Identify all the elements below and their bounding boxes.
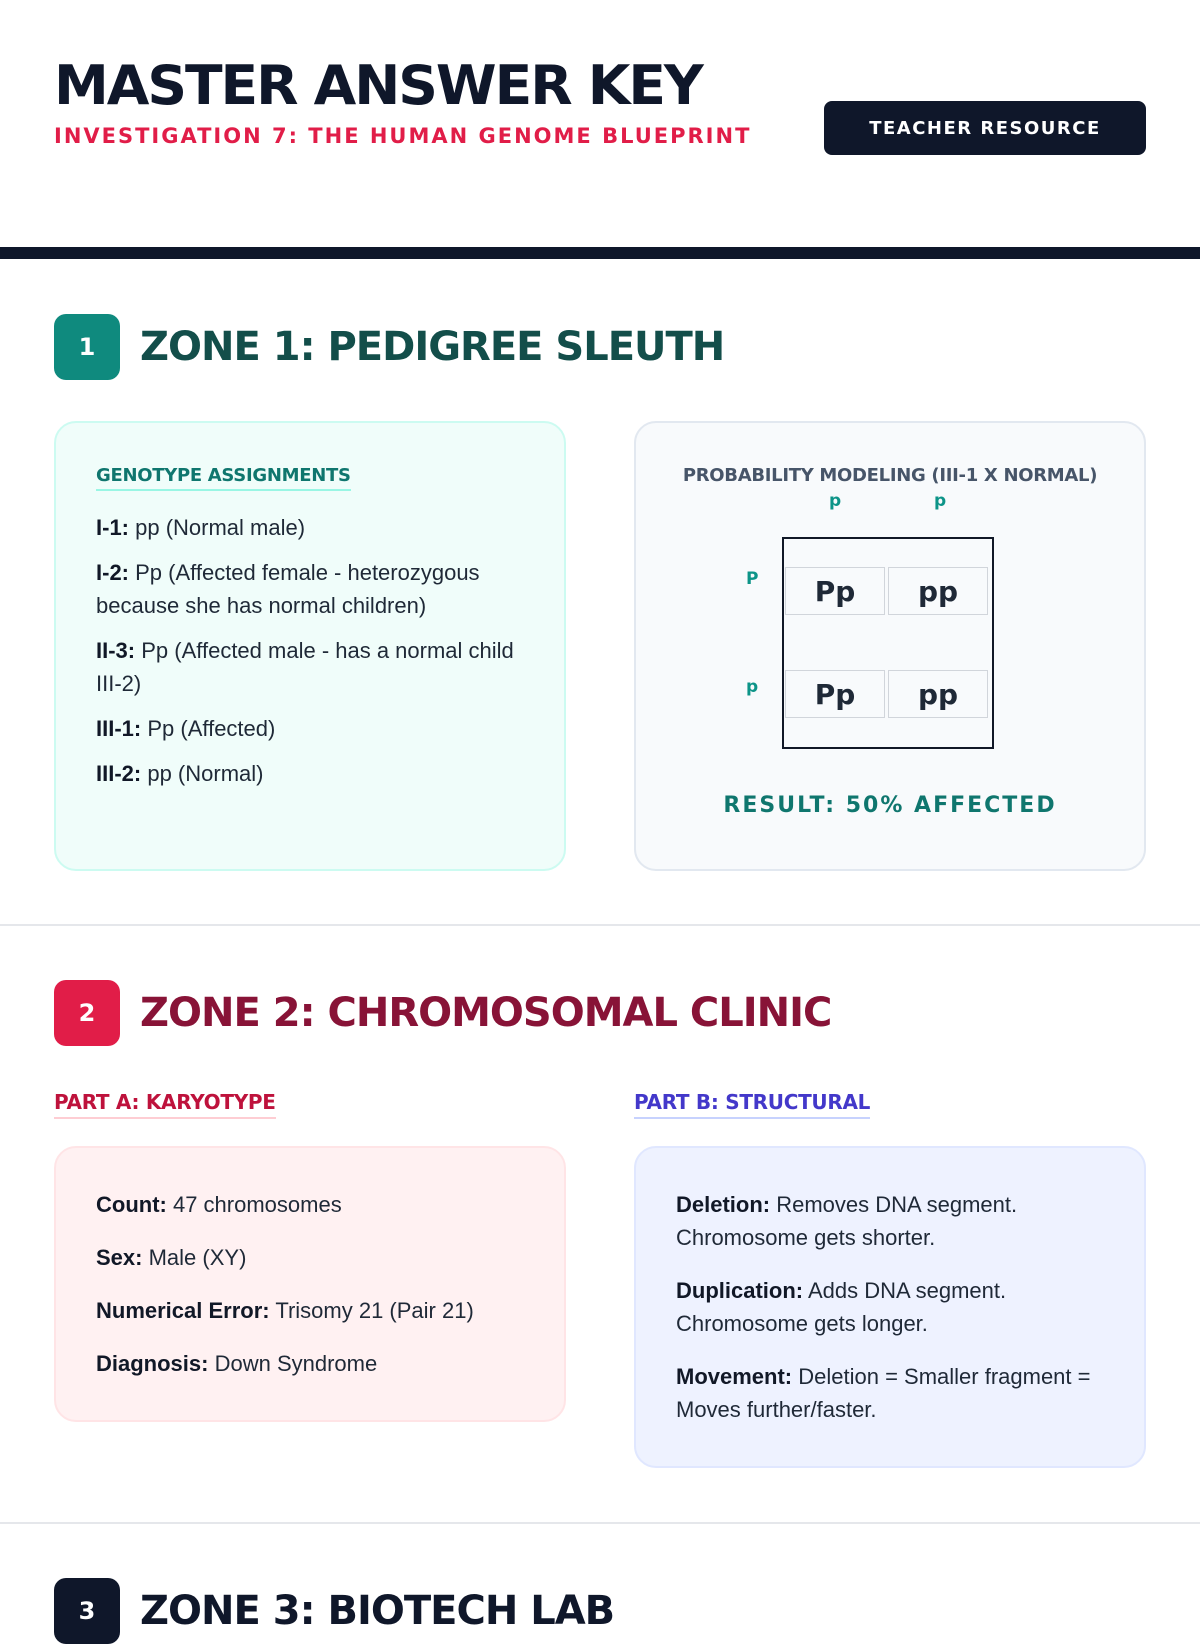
genotype-item: III-2: pp (Normal) xyxy=(96,761,264,786)
genotype-list xyxy=(96,511,536,790)
karyotype-list xyxy=(96,1188,536,1380)
punnett-cell: Pp xyxy=(785,567,885,615)
karyotype-item: Sex: Male (XY) xyxy=(96,1245,247,1270)
top-allele: p xyxy=(829,491,842,511)
page-title: MASTER ANSWER KEY xyxy=(54,54,702,117)
genotype-item: III-1: Pp (Affected) xyxy=(96,716,276,741)
zone2-title: ZONE 2: CHROMOSOMAL CLINIC xyxy=(140,990,832,1036)
punnett-cell: pp xyxy=(888,670,988,718)
structural-list xyxy=(676,1188,1096,1426)
genotype-item: I-2: Pp (Affected female - heterozygous because she has normal children) xyxy=(96,560,480,618)
punnett-square xyxy=(636,491,1144,781)
zone3-heading xyxy=(54,1578,614,1644)
structural-card xyxy=(634,1146,1146,1468)
karyotype-item: Numerical Error: Trisomy 21 (Pair 21) xyxy=(96,1298,474,1323)
page-header xyxy=(54,54,1146,164)
structural-item: Movement: Deletion = Smaller fragment = Moves further/faster. xyxy=(676,1364,1091,1422)
genotype-item: II-3: Pp (Affected male - has a normal child III-2) xyxy=(96,638,514,696)
genotype-item: I-1: pp (Normal male) xyxy=(96,515,306,540)
zone2-heading xyxy=(54,980,831,1046)
teacher-resource-badge: TEACHER RESOURCE xyxy=(824,101,1146,155)
structural-item: Duplication: Adds DNA segment. Chromosome gets longer. xyxy=(676,1278,1007,1336)
punnett-grid xyxy=(782,537,994,749)
zone1-heading xyxy=(54,314,724,380)
top-allele: p xyxy=(934,491,947,511)
section-divider xyxy=(0,1522,1200,1524)
zone3-title: ZONE 3: BIOTECH LAB xyxy=(140,1588,615,1634)
zone2-number-badge: 2 xyxy=(54,980,120,1046)
zone3-number-badge: 3 xyxy=(54,1578,120,1644)
zone1-number-badge: 1 xyxy=(54,314,120,380)
header-divider xyxy=(0,247,1200,259)
part-b-label: PART B: STRUCTURAL xyxy=(634,1090,870,1119)
part-a-label: PART A: KARYOTYPE xyxy=(54,1090,276,1119)
punnett-cell: Pp xyxy=(785,670,885,718)
zone1-title: ZONE 1: PEDIGREE SLEUTH xyxy=(140,324,725,370)
punnett-cell: pp xyxy=(888,567,988,615)
karyotype-item: Diagnosis: Down Syndrome xyxy=(96,1351,378,1376)
punnett-card xyxy=(634,421,1146,871)
side-allele: P xyxy=(746,569,759,589)
genotype-card xyxy=(54,421,566,871)
section-divider xyxy=(0,924,1200,926)
karyotype-item: Count: 47 chromosomes xyxy=(96,1192,342,1217)
genotype-card-label: GENOTYPE ASSIGNMENTS xyxy=(96,465,351,491)
punnett-card-label: PROBABILITY MODELING (III-1 X NORMAL) xyxy=(682,465,1098,486)
punnett-result: RESULT: 50% AFFECTED xyxy=(723,793,1057,818)
side-allele: p xyxy=(746,677,759,697)
karyotype-card xyxy=(54,1146,566,1422)
page-subtitle: INVESTIGATION 7: THE HUMAN GENOME BLUEPRINT xyxy=(54,124,752,148)
structural-item: Deletion: Removes DNA segment. Chromosome gets shorter. xyxy=(676,1192,1018,1250)
